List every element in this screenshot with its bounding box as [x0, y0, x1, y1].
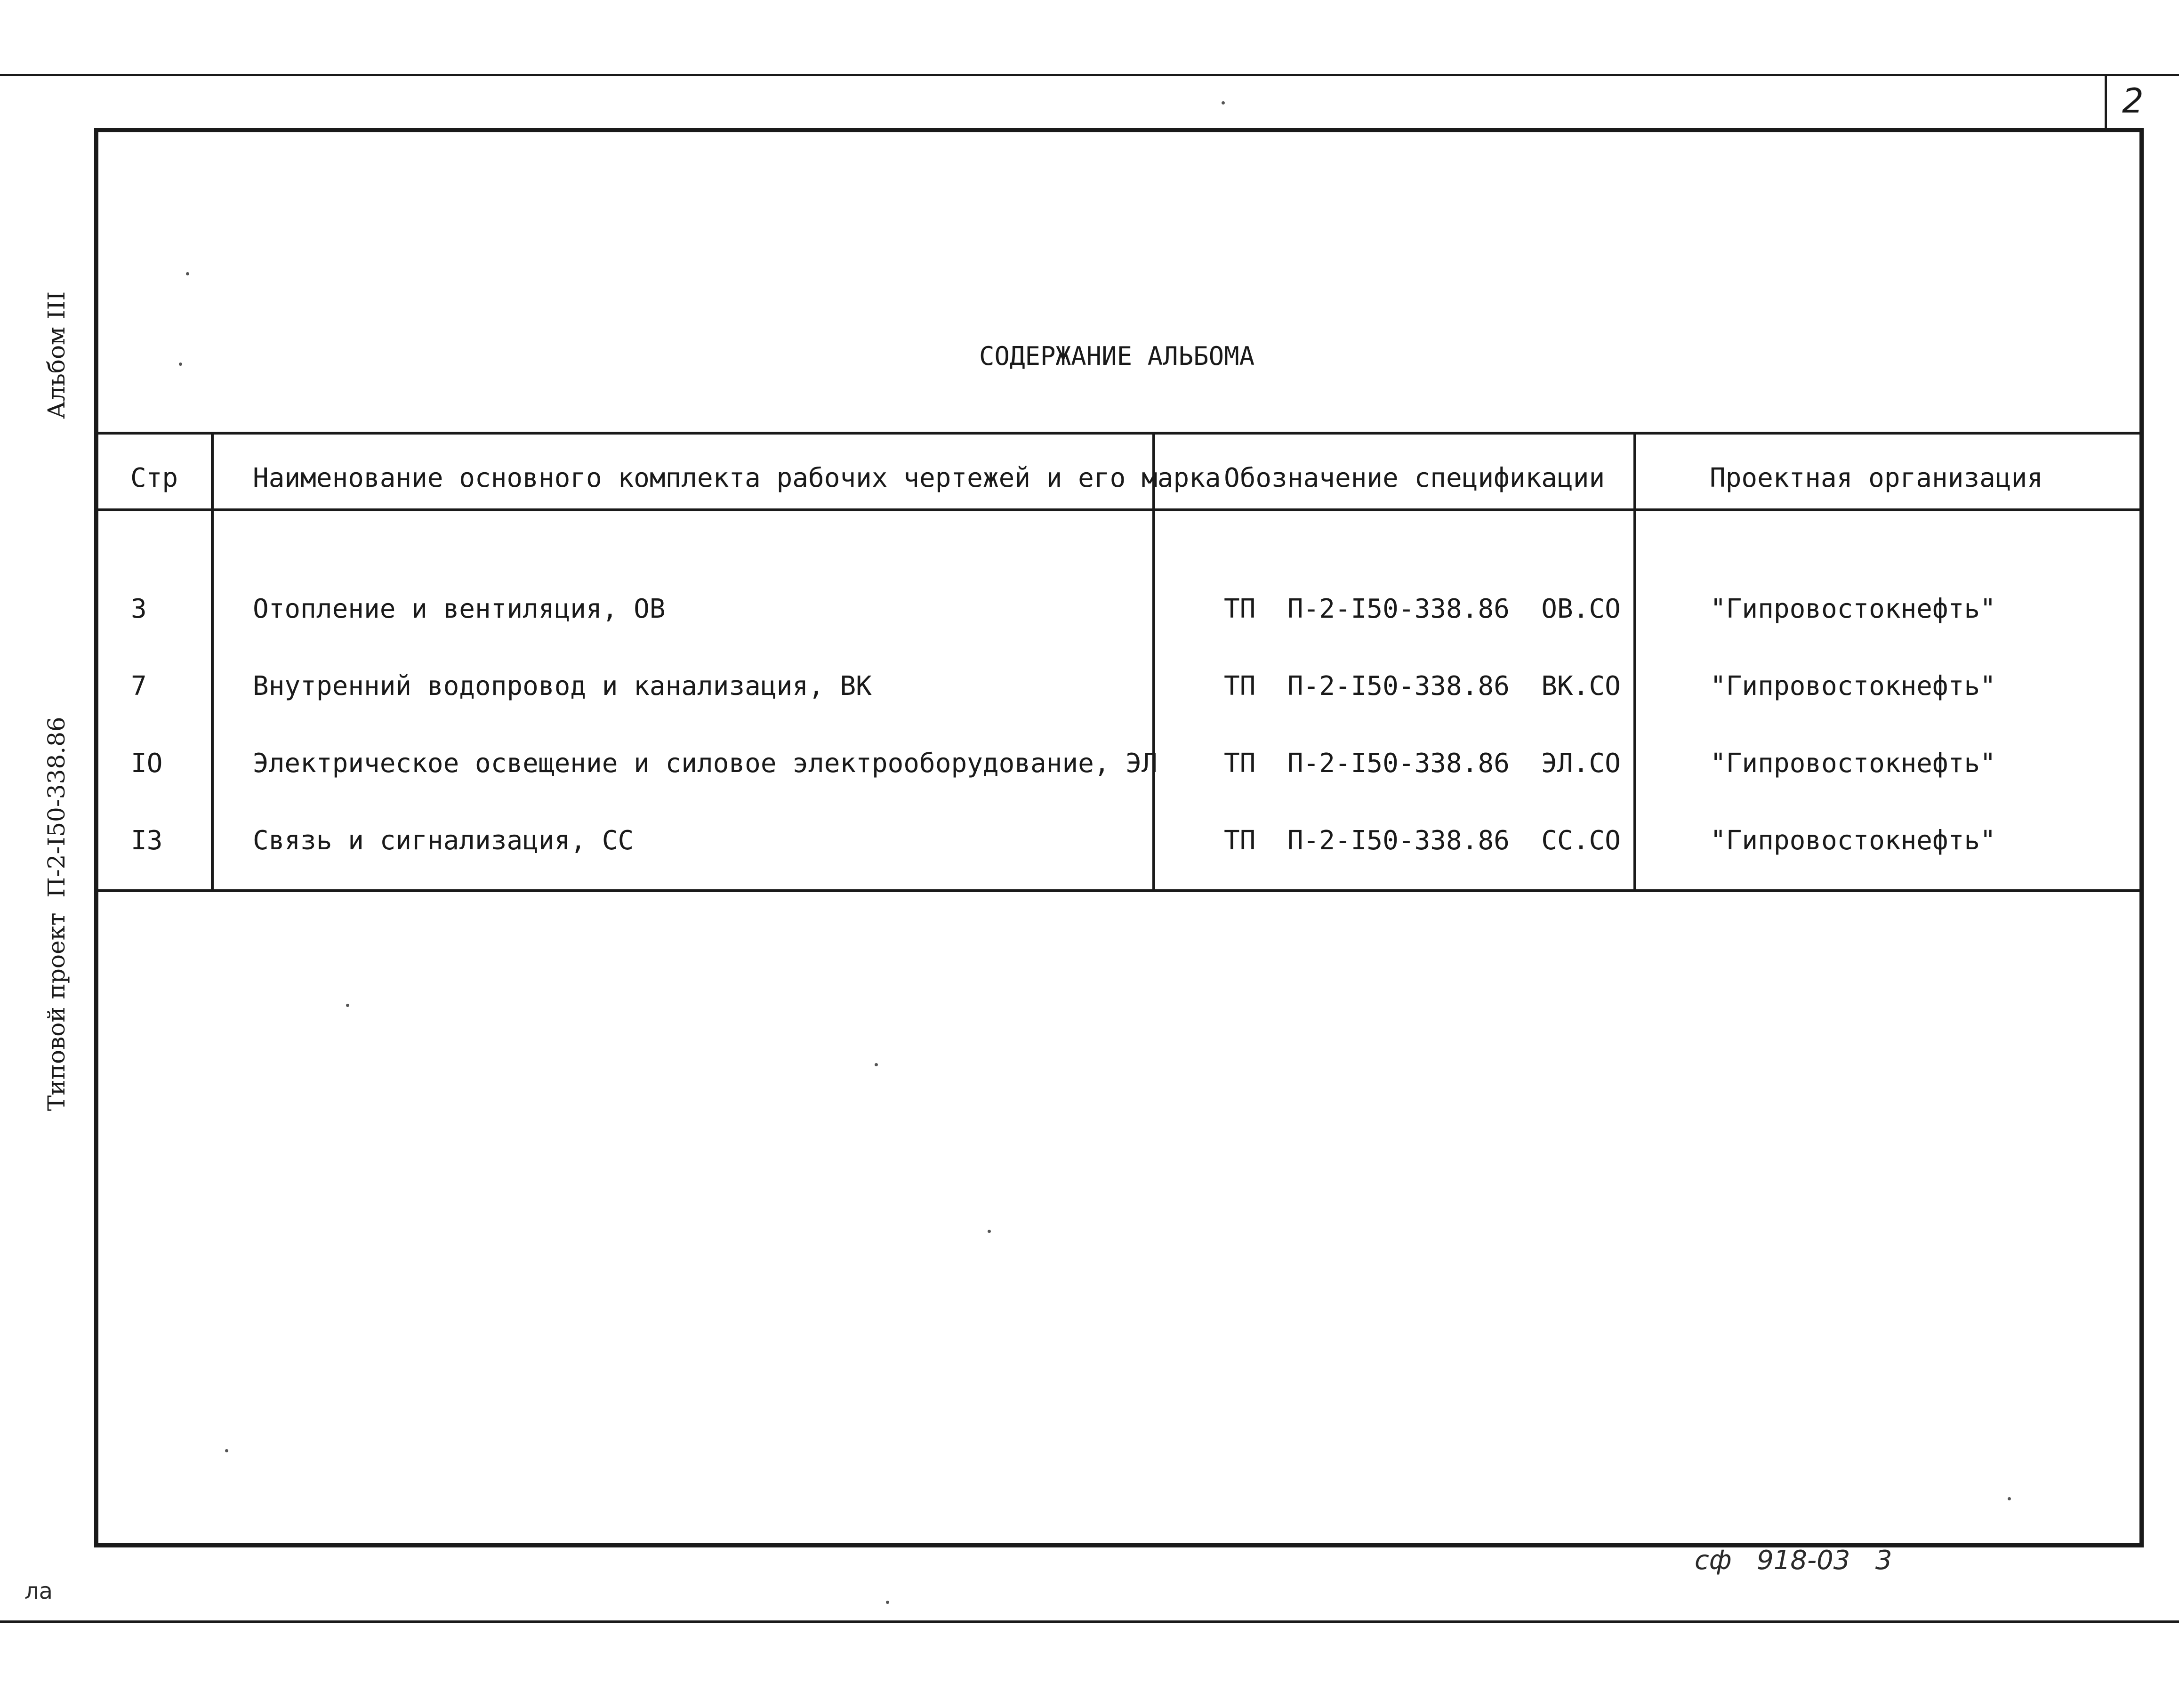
- table-row-4-name: Связь и сигнализация, СС: [253, 825, 634, 856]
- page-title: СОДЕРЖАНИЕ АЛЬБОМА: [979, 341, 1255, 371]
- table-row-4-org: "Гипровостокнефть": [1710, 825, 1996, 856]
- table-row-2-name: Внутренний водопровод и канализация, ВК: [253, 671, 872, 701]
- sheet-top-line: [0, 74, 2179, 76]
- table-row-3-spec: ТП П-2-I50-338.86 ЭЛ.СО: [1224, 748, 1621, 779]
- table-row-2-org: "Гипровостокнефть": [1710, 671, 1996, 701]
- scan-speck: [179, 363, 182, 366]
- column-header-spec: Обозначение спецификации: [1224, 463, 1605, 493]
- table-row-1-org: "Гипровостокнефть": [1710, 594, 1996, 624]
- bottom-left-mark: ла: [24, 1578, 53, 1604]
- table-row-3-page: IO: [131, 748, 163, 779]
- scan-speck: [875, 1063, 878, 1066]
- table-header-bottom-border: [96, 508, 2142, 511]
- column-header-page: Стр: [130, 463, 178, 493]
- table-row-3-name: Электрическое освещение и силовое электрооборудование, ЭЛ: [253, 748, 1158, 779]
- scan-speck: [2008, 1497, 2011, 1500]
- column-divider-3: [1633, 433, 1636, 891]
- side-project-label: Типовой проект П-2-I50-338.86: [43, 717, 70, 1111]
- page-number: 2: [2122, 81, 2144, 121]
- sheet-bottom-line: [0, 1620, 2179, 1623]
- scan-speck: [988, 1230, 991, 1233]
- table-row-2-spec: ТП П-2-I50-338.86 ВК.СО: [1224, 671, 1621, 701]
- table-bottom-border: [96, 889, 2142, 892]
- handwritten-stamp: сф 918-03 3: [1695, 1545, 1892, 1576]
- page-number-box-left: [2105, 75, 2107, 128]
- scan-speck: [1222, 101, 1225, 105]
- table-row-1-name: Отопление и вентиляция, ОВ: [253, 594, 666, 624]
- table-row-1-page: 3: [131, 594, 147, 624]
- column-header-org: Проектная организация: [1710, 463, 2043, 493]
- table-row-3-org: "Гипровостокнефть": [1710, 748, 1996, 779]
- scan-speck: [225, 1449, 228, 1452]
- side-album-label: Альбом III: [43, 291, 70, 419]
- table-row-4-page: I3: [131, 825, 163, 856]
- scan-speck: [346, 1004, 349, 1007]
- scan-speck: [886, 1601, 889, 1604]
- table-row-2-page: 7: [131, 671, 147, 701]
- table-top-border: [96, 432, 2142, 435]
- column-divider-1: [211, 433, 214, 891]
- column-header-name: Наименование основного комплекта рабочих чертежей и его марка: [253, 463, 1221, 493]
- table-row-1-spec: ТП П-2-I50-338.86 ОВ.СО: [1224, 594, 1621, 624]
- column-divider-2: [1152, 433, 1155, 891]
- scan-speck: [186, 272, 189, 275]
- table-row-4-spec: ТП П-2-I50-338.86 СС.СО: [1224, 825, 1621, 856]
